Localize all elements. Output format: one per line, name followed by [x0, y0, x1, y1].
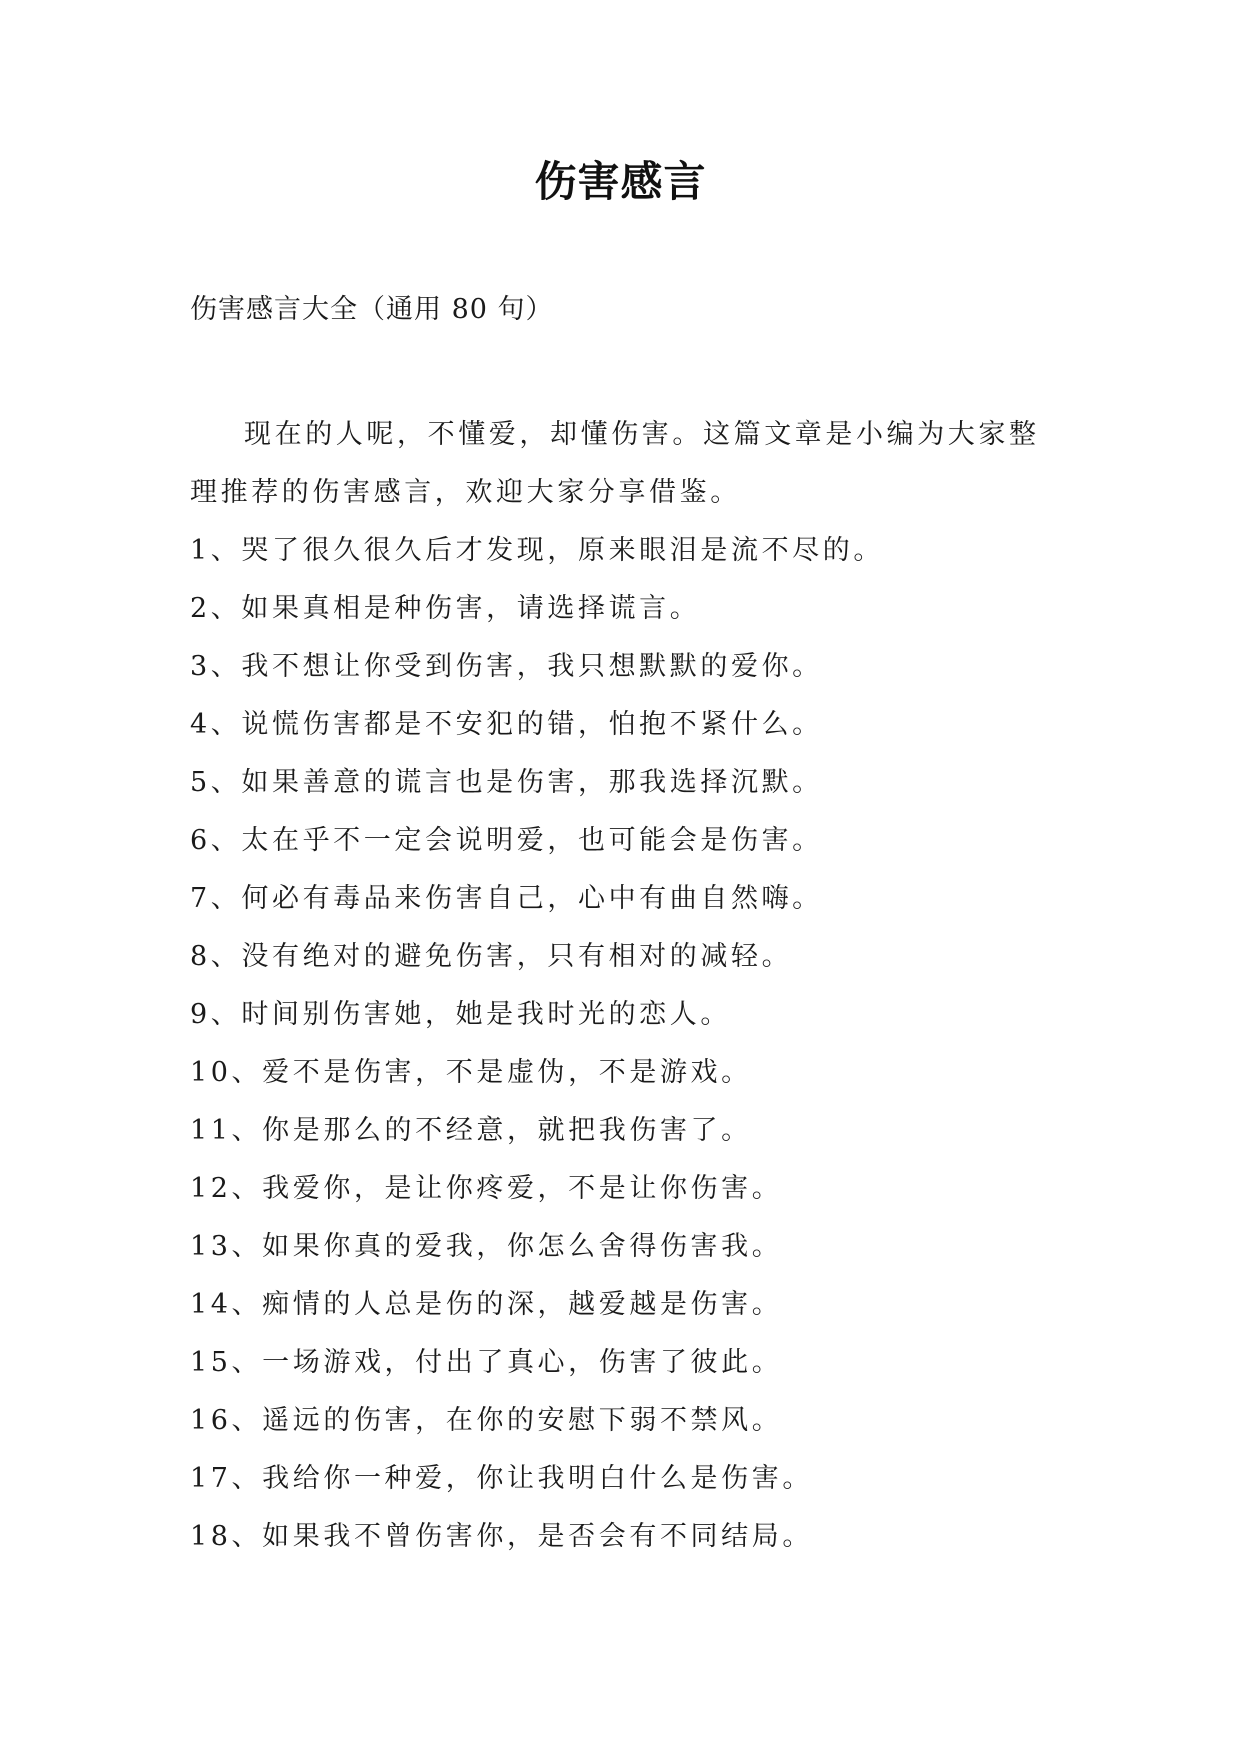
list-item: 5、如果善意的谎言也是伤害，那我选择沉默。 — [190, 767, 823, 798]
list-item: 16、遥远的伤害，在你的安慰下弱不禁风。 — [190, 1405, 783, 1436]
list-item: 4、说慌伤害都是不安犯的错，怕抱不紧什么。 — [190, 709, 823, 740]
quote-list — [190, 522, 1060, 1566]
list-item: 13、如果你真的爱我，你怎么舍得伤害我。 — [190, 1231, 783, 1262]
document-body — [190, 406, 1060, 1566]
list-item: 17、我给你一种爱，你让我明白什么是伤害。 — [190, 1463, 813, 1494]
list-item: 18、如果我不曾伤害你，是否会有不同结局。 — [190, 1521, 813, 1552]
list-item: 12、我爱你，是让你疼爱，不是让你伤害。 — [190, 1173, 783, 1204]
list-item: 14、痴情的人总是伤的深，越爱越是伤害。 — [190, 1289, 783, 1320]
list-item: 2、如果真相是种伤害，请选择谎言。 — [190, 593, 701, 624]
list-item: 11、你是那么的不经意，就把我伤害了。 — [190, 1115, 752, 1146]
list-item: 3、我不想让你受到伤害，我只想默默的爱你。 — [190, 651, 823, 682]
document-subtitle: 伤害感言大全（通用 80 句） — [190, 294, 554, 325]
list-item: 15、一场游戏，付出了真心，伤害了彼此。 — [190, 1347, 783, 1378]
list-item: 9、时间别伤害她，她是我时光的恋人。 — [190, 999, 731, 1030]
document-title: 伤害感言 — [534, 157, 707, 206]
list-item: 8、没有绝对的避免伤害，只有相对的减轻。 — [190, 941, 793, 972]
list-item: 10、爱不是伤害，不是虚伪，不是游戏。 — [190, 1057, 752, 1088]
list-item: 1、哭了很久很久后才发现，原来眼泪是流不尽的。 — [190, 535, 884, 566]
intro-paragraph: 现在的人呢，不懂爱，却懂伤害。这篇文章是小编为大家整理推荐的伤害感言，欢迎大家分享借鉴。 — [190, 419, 1040, 508]
list-item: 6、太在乎不一定会说明爱，也可能会是伤害。 — [190, 825, 823, 856]
list-item: 7、何必有毒品来伤害自己，心中有曲自然嗨。 — [190, 883, 823, 914]
